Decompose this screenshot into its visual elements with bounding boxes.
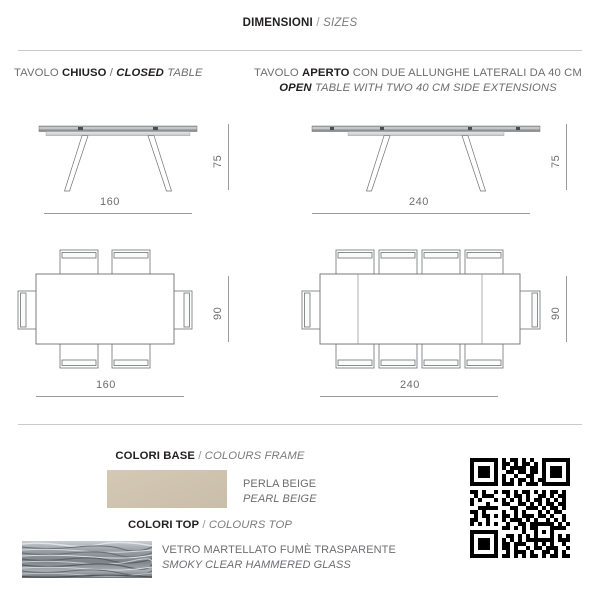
closed-elevation-width-label: 160 xyxy=(100,196,120,208)
closed-elevation-height-dimline xyxy=(228,124,229,190)
open-elevation-height-dimline xyxy=(566,124,567,190)
page-title-en: SIZES xyxy=(323,17,358,29)
closed-heading-pre: TAVOLO xyxy=(14,67,62,79)
closed-table-plan-drawing xyxy=(14,248,222,370)
closed-heading-sep: / xyxy=(106,67,117,79)
open-plan-width-label: 240 xyxy=(400,379,420,391)
colours-top-heading-sep: / xyxy=(199,519,209,531)
open-heading-post: CON DUE ALLUNGHE LATERALI DA 40 CM xyxy=(349,67,582,79)
closed-plan-depth-label: 90 xyxy=(212,306,224,320)
open-elevation-width-label: 240 xyxy=(409,196,429,208)
qr-code[interactable] xyxy=(470,458,570,558)
open-plan-depth-dimline xyxy=(566,276,567,342)
swatch-perla-beige-name-it: PERLA BEIGE xyxy=(243,478,317,490)
page-title-it: DIMENSIONI xyxy=(242,17,313,29)
open-heading-line1 xyxy=(238,66,598,81)
swatch-perla-beige-label xyxy=(243,477,317,507)
open-elevation-width-dimline xyxy=(312,213,530,214)
divider-top xyxy=(18,50,582,51)
closed-heading-bold: CHIUSO xyxy=(62,67,107,79)
open-elevation-height-label: 75 xyxy=(550,154,562,168)
colours-frame-heading-it: COLORI BASE xyxy=(115,450,195,462)
colours-top-heading-it: COLORI TOP xyxy=(128,519,200,531)
closed-plan-width-label: 160 xyxy=(96,379,116,391)
closed-plan-width-dimline xyxy=(36,396,184,397)
colours-frame-heading-sep: / xyxy=(194,450,205,462)
open-plan-depth-label: 90 xyxy=(550,306,562,320)
closed-plan-depth-dimline xyxy=(228,276,229,342)
open-heading-line2-post: TABLE WITH TWO 40 CM SIDE EXTENSIONS xyxy=(311,82,557,94)
swatch-hammered-glass xyxy=(22,541,152,578)
swatch-perla-beige-name-en: PEARL BEIGE xyxy=(243,493,317,505)
open-table-plan-drawing xyxy=(300,248,548,370)
open-plan-width-dimline xyxy=(320,396,498,397)
open-heading-line2-bold: OPEN xyxy=(279,82,312,94)
swatch-hammered-glass-name-it: VETRO MARTELLATO FUMÈ TRASPARENTE xyxy=(162,544,396,556)
colours-frame-heading xyxy=(0,450,420,462)
closed-table-elevation-drawing xyxy=(18,118,218,198)
open-heading-line2 xyxy=(238,81,598,96)
swatch-hammered-glass-name-en: SMOKY CLEAR HAMMERED GLASS xyxy=(162,559,351,571)
open-table-elevation-drawing xyxy=(308,118,546,198)
closed-heading-bolditalic: CLOSED xyxy=(116,67,164,79)
closed-table-heading xyxy=(14,66,226,81)
colours-frame-heading-en: COLOURS FRAME xyxy=(204,450,305,462)
colours-top-heading xyxy=(0,519,420,531)
page-title-separator: / xyxy=(316,17,320,29)
closed-elevation-height-label: 75 xyxy=(212,154,224,168)
divider-bottom xyxy=(18,424,582,425)
open-heading-pre: TAVOLO xyxy=(254,67,303,79)
closed-heading-post: TABLE xyxy=(163,67,203,79)
open-heading-bold: APERTO xyxy=(302,67,350,79)
page-title xyxy=(0,17,600,29)
colours-top-heading-en: COLOURS TOP xyxy=(208,519,292,531)
swatch-perla-beige xyxy=(107,470,227,508)
closed-elevation-width-dimline xyxy=(44,213,192,214)
swatch-hammered-glass-label xyxy=(162,543,396,573)
open-table-heading xyxy=(238,66,598,96)
